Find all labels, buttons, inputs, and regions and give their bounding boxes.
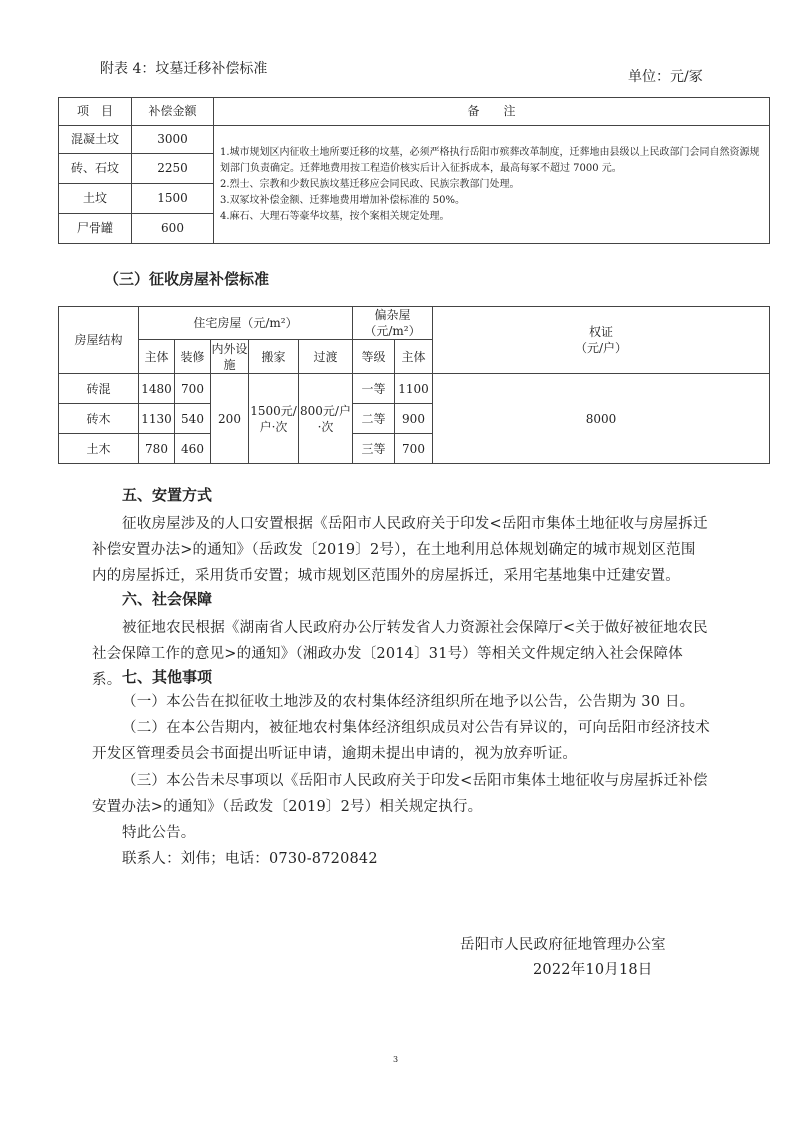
- aux-grade: 三等: [353, 434, 395, 464]
- title-cert-unit: （元/户）: [574, 341, 628, 356]
- header-moving: 搬家: [249, 340, 299, 374]
- decoration-price: 540: [175, 404, 211, 434]
- contact-info: 联系人：刘伟；电话：0730-8720842: [122, 851, 378, 867]
- main-price: 1480: [139, 374, 175, 404]
- remark-4: 4.麻石、大理石等豪华坟墓，按个案相关规定处理。: [220, 210, 450, 222]
- title-cert-value: 8000: [433, 374, 770, 464]
- grave-amount: 2250: [132, 154, 214, 184]
- grave-amount: 600: [132, 214, 214, 244]
- section5-title: 五、安置方式: [122, 486, 213, 504]
- header-title-cert: [433, 307, 770, 374]
- structure-type: 砖木: [59, 404, 139, 434]
- section6-body: 被征地农民根据《湖南省人民政府办公厅转发省人力资源社会保障厅<关于做好被征地农民社会保障工作的意见>的通知》（湘政办发〔2014〕31号）等相关文件规定纳入社会保障体系。: [92, 620, 708, 688]
- header-aux-main: 主体: [395, 340, 433, 374]
- aux-main-price: 900: [395, 404, 433, 434]
- remark-2: 2.烈士、宗教和少数民族坟墓迁移应会同民政、民族宗教部门处理。: [220, 178, 520, 190]
- structure-type: 土木: [59, 434, 139, 464]
- section7-title: 七、其他事项: [122, 668, 213, 686]
- page-number: 3: [393, 1055, 399, 1064]
- grave-type: 尸骨罐: [59, 214, 132, 244]
- header-structure: 房屋结构: [59, 307, 139, 374]
- grave-compensation-table: [58, 97, 770, 244]
- section3-title: （三）征收房屋补偿标准: [104, 270, 270, 288]
- header-facilities: 内外设施: [211, 341, 248, 372]
- moving-value: 1500元/户·次: [249, 374, 299, 464]
- closing-text: 特此公告。: [122, 825, 196, 841]
- header-remarks: 备 注: [214, 98, 770, 126]
- house-compensation-table: [58, 306, 770, 464]
- header-decoration: 装修: [175, 340, 211, 374]
- remark-3: 3.双冢坟补偿金额、迁葬地费用增加补偿标准的 50%。: [220, 194, 465, 206]
- transition-value: 800元/户·次: [299, 374, 353, 464]
- header-item: 项 目: [59, 98, 132, 126]
- grave-type: 砖、石坟: [59, 154, 132, 184]
- header-main: 主体: [139, 340, 175, 374]
- aux-grade: 二等: [353, 404, 395, 434]
- decoration-price: 700: [175, 374, 211, 404]
- section6-title: 六、社会保障: [122, 590, 213, 608]
- structure-type: 砖混: [59, 374, 139, 404]
- section5-body: 征收房屋涉及的人口安置根据《岳阳市人民政府关于印发<岳阳市集体土地征收与房屋拆迁补偿安置办法>的通知》（岳政发〔2019〕2号），在土地利用总体规划确定的城市规划区范围内的房屋拆迁，采用货币安置；城市规划区范围外的房屋拆迁，采用宅基地集中迁建安置。: [92, 516, 708, 584]
- unit-label: 单位：元/冢: [628, 69, 703, 85]
- header-amount: 补偿金额: [132, 98, 214, 126]
- annex-title: 附表 4：坟墓迁移补偿标准: [100, 61, 268, 77]
- grave-amount: 1500: [132, 184, 214, 214]
- title-cert-label: 权证: [588, 325, 613, 339]
- remark-1: 1.城市规划区内征收土地所要迁移的坟墓，必须严格执行岳阳市殡葬改革制度，迁葬地由县级以上民政部门会同自然资源规划部门负责确定。迁葬地费用按工程造价核实后计入征拆成本，最高每冢不超过 7000 元。: [220, 146, 760, 174]
- aux-main-price: 700: [395, 434, 433, 464]
- facilities-value: 200: [211, 374, 249, 464]
- main-price: 1130: [139, 404, 175, 434]
- aux-main-price: 1100: [395, 374, 433, 404]
- header-auxiliary: 偏杂屋（元/m²）: [353, 307, 433, 340]
- grave-amount: 3000: [132, 126, 214, 154]
- section7-item-3: （三）本公告未尽事项以《岳阳市人民政府关于印发<岳阳市集体土地征收与房屋拆迁补偿安置办法>的通知》（岳政发〔2019〕2号）相关规定执行。: [92, 773, 708, 815]
- header-transition: 过渡: [299, 340, 353, 374]
- decoration-price: 460: [175, 434, 211, 464]
- grave-type: 混凝土坟: [59, 126, 132, 154]
- signing-organization: 岳阳市人民政府征地管理办公室: [460, 937, 666, 953]
- section7-item-2: （二）在本公告期内，被征地农村集体经济组织成员对公告有异议的，可向岳阳市经济技术开发区管理委员会书面提出听证申请，逾期未提出申请的，视为放弃听证。: [92, 720, 710, 762]
- section7-item-1: （一）本公告在拟征收土地涉及的农村集体经济组织所在地予以公告，公告期为 30 日。: [122, 694, 695, 710]
- header-grade: 等级: [353, 340, 395, 374]
- aux-grade: 一等: [353, 374, 395, 404]
- remarks-cell: [214, 126, 770, 244]
- header-residential: 住宅房屋（元/m²）: [139, 307, 353, 340]
- main-price: 780: [139, 434, 175, 464]
- signing-date: 2022年10月18日: [533, 962, 653, 978]
- grave-type: 土坟: [59, 184, 132, 214]
